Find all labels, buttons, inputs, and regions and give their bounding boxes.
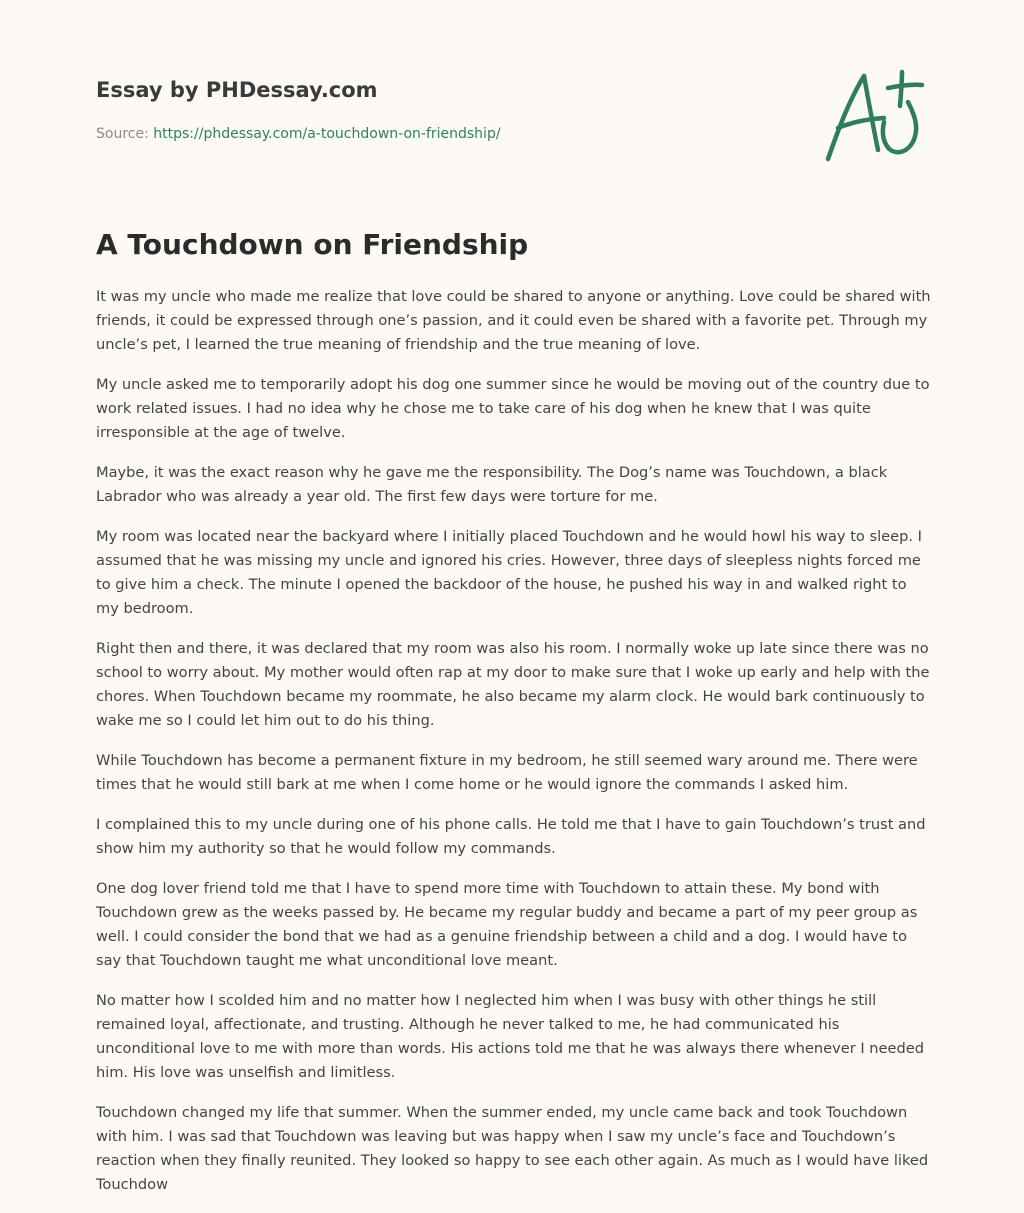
source-link[interactable]: https://phdessay.com/a-touchdown-on-friendship/ xyxy=(153,126,501,142)
source-label: Source: xyxy=(96,126,149,142)
page-header xyxy=(96,76,796,144)
a-plus-logo-svg xyxy=(818,64,930,168)
essay-paragraph: One dog lover friend told me that I have to spend more time with Touchdown to attain these. My bond with Touchdown grew as the weeks passed by. He became my regular buddy and became a part of my peer group as well. I could consider the bond that we had as a genuine friendship between a child and a dog. I would have to say that Touchdown taught me what unconditional love meant. xyxy=(96,880,918,969)
source-line xyxy=(96,124,796,144)
essay-paragraph: Touchdown changed my life that summer. When the summer ended, my uncle came back and took Touchdown with him. I was sad that Touchdown was leaving but was happy when I saw my uncle’s face and Touchdown’s reaction when they finally reunited. They looked so happy to see each other again. As much as I would have liked Touchdow xyxy=(96,1104,929,1193)
essay-paragraph: Maybe, it was the exact reason why he gave me the responsibility. The Dog’s name was Touchdown, a black Labrador who was already a year old. The first few days were torture for me. xyxy=(96,464,888,505)
a-plus-logo-icon xyxy=(818,64,930,168)
essay-paragraph: No matter how I scolded him and no matter how I neglected him when I was busy with other things he still remained loyal, affectionate, and trusting. Although he never talked to me, he had communicated his unconditional love to me with more than words. His actions told me that he was always there whenever I needed him. His love was unselfish and limitless. xyxy=(96,992,925,1081)
essay-paragraph: My room was located near the backyard where I initially placed Touchdown and he would howl his way to sleep. I assumed that he was missing my uncle and ignored his cries. However, three days of sleepless nights forced me to give him a check. The minute I opened the backdoor of the house, he pushed his way in and walked right to my bedroom. xyxy=(96,528,922,617)
essay-title: A Touchdown on Friendship xyxy=(96,228,529,261)
essay-paragraph: Right then and there, it was declared that my room was also his room. I normally woke up late since there was no school to worry about. My mother would often rap at my door to make sure that I woke up early and help with the chores. When Touchdown became my roommate, he also became my alarm clock. He would bark continuously to wake me so I could let him out to do his thing. xyxy=(96,640,930,729)
essay-paragraph: My uncle asked me to temporarily adopt his dog one summer since he would be moving out of the country due to work related issues. I had no idea why he chose me to take care of his dog when he knew that I was quite irresponsible at the age of twelve. xyxy=(96,376,930,441)
essay-body xyxy=(96,285,932,1213)
essay-paragraph: While Touchdown has become a permanent fixture in my bedroom, he still seemed wary around me. There were times that he would still bark at me when I come home or he would ignore the commands I asked him. xyxy=(96,752,918,793)
brand-title: Essay by PHDessay.com xyxy=(96,78,378,102)
essay-paragraph: It was my uncle who made me realize that love could be shared to anyone or anything. Love could be shared with friends, it could be expressed through one’s passion, and it could even be shared with a favorite pet. Through my uncle’s pet, I learned the true meaning of friendship and the true meaning of love. xyxy=(96,288,931,353)
essay-paragraph: I complained this to my uncle during one of his phone calls. He told me that I have to gain Touchdown’s trust and show him my authority so that he would follow my commands. xyxy=(96,816,926,857)
